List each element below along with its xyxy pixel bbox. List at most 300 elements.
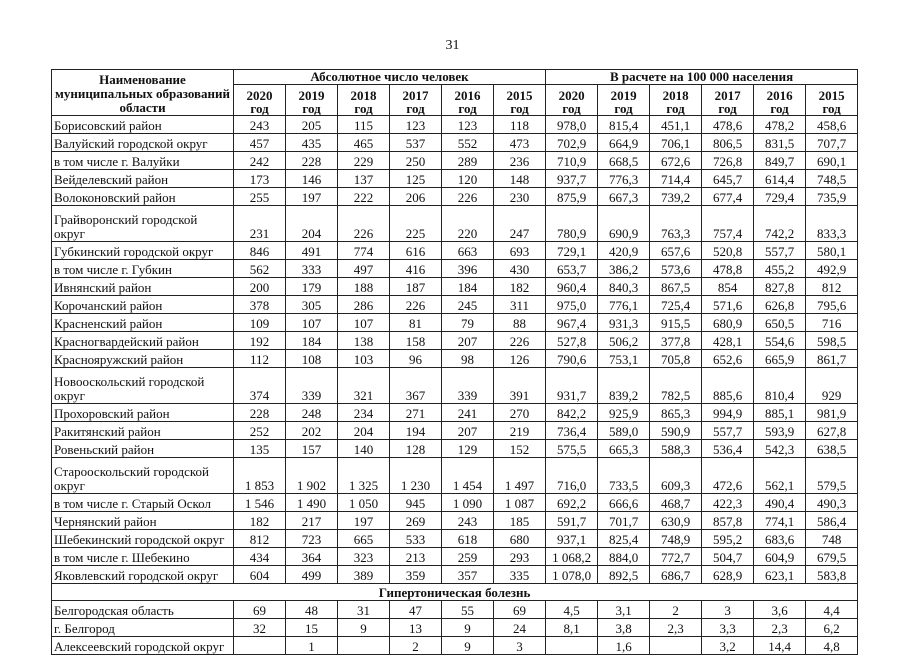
year-suffix: год [562,101,581,116]
rate-value-cell: 557,7 [702,422,754,440]
absolute-value-cell: 135 [234,440,286,458]
absolute-value-cell: 213 [390,548,442,566]
rate-value-cell: 1 068,2 [546,548,598,566]
absolute-value-cell: 226 [338,206,390,242]
rate-value-cell: 865,3 [650,404,702,422]
absolute-value-cell: 184 [286,332,338,350]
rate-value-cell [650,637,702,655]
absolute-value-cell: 259 [442,548,494,566]
absolute-value-cell: 79 [442,314,494,332]
rate-value-cell: 975,0 [546,296,598,314]
absolute-value-cell: 88 [494,314,546,332]
rate-value-cell: 668,5 [598,152,650,170]
rate-group-header: В расчете на 100 000 населения [546,70,858,85]
rate-value-cell: 925,9 [598,404,650,422]
municipality-name: Валуйский городской округ [52,134,234,152]
statistics-table [51,69,858,655]
rate-value-cell: 626,8 [754,296,806,314]
abs-year-header [234,85,286,116]
abs-year-header [338,85,390,116]
rate-value-cell: 579,5 [806,458,858,494]
rate-value-cell: 422,3 [702,494,754,512]
rate-value-cell: 729,4 [754,188,806,206]
rate-value-cell: 748,5 [806,170,858,188]
absolute-value-cell: 222 [338,188,390,206]
absolute-value-cell: 204 [338,422,390,440]
rate-value-cell: 451,1 [650,116,702,134]
rate-value-cell: 571,6 [702,296,754,314]
rate-value-cell: 595,2 [702,530,754,548]
rate-value-cell: 677,4 [702,188,754,206]
table-row [52,152,858,170]
absolute-value-cell: 339 [442,368,494,404]
rate-value-cell: 739,2 [650,188,702,206]
absolute-value-cell: 374 [234,368,286,404]
year-label: 2017 [402,88,429,103]
absolute-value-cell: 148 [494,170,546,188]
rate-value-cell: 4,5 [546,601,598,619]
absolute-value-cell: 32 [234,619,286,637]
absolute-value-cell: 98 [442,350,494,368]
rate-value-cell: 580,1 [806,242,858,260]
rate-value-cell: 978,0 [546,116,598,134]
table-row [52,440,858,458]
rate-value-cell: 455,2 [754,260,806,278]
absolute-value-cell [234,637,286,655]
rate-value-cell: 967,4 [546,314,598,332]
rate-value-cell: 614,4 [754,170,806,188]
absolute-value-cell: 616 [390,242,442,260]
rate-value-cell: 554,6 [754,332,806,350]
rate-value-cell: 562,1 [754,458,806,494]
rate-value-cell: 8,1 [546,619,598,637]
rate-value-cell: 630,9 [650,512,702,530]
absolute-value-cell: 430 [494,260,546,278]
absolute-value-cell: 323 [338,548,390,566]
absolute-value-cell: 305 [286,296,338,314]
absolute-value-cell: 9 [442,619,494,637]
absolute-value-cell: 187 [390,278,442,296]
absolute-value-cell: 245 [442,296,494,314]
rate-value-cell: 14,4 [754,637,806,655]
municipality-name: Губкинский городской округ [52,242,234,260]
absolute-value-cell: 1 546 [234,494,286,512]
absolute-value-cell: 367 [390,368,442,404]
absolute-value-cell: 618 [442,530,494,548]
absolute-value-cell: 255 [234,188,286,206]
year-label: 2020 [558,88,585,103]
rate-value-cell: 589,0 [598,422,650,440]
table-row [52,422,858,440]
rate-value-cell: 815,4 [598,116,650,134]
rate-value-cell: 725,4 [650,296,702,314]
table-row [52,637,858,655]
absolute-value-cell: 230 [494,188,546,206]
absolute-value-cell: 491 [286,242,338,260]
table-row [52,548,858,566]
rate-value-cell: 627,8 [806,422,858,440]
absolute-value-cell: 2 [390,637,442,655]
absolute-value-cell: 241 [442,404,494,422]
table-row [52,368,858,404]
absolute-value-cell: 335 [494,566,546,584]
rate-value-cell: 478,2 [754,116,806,134]
year-label: 2020 [246,88,273,103]
rate-year-header [598,85,650,116]
rate-value-cell: 593,9 [754,422,806,440]
absolute-value-cell: 1 853 [234,458,286,494]
absolute-value-cell: 473 [494,134,546,152]
rate-value-cell: 806,5 [702,134,754,152]
rate-value-cell: 714,4 [650,170,702,188]
absolute-value-cell: 270 [494,404,546,422]
name-column-header: Наименование муниципальных образований области [52,70,234,116]
rate-year-header [650,85,702,116]
rate-value-cell: 609,3 [650,458,702,494]
absolute-value-cell: 1 490 [286,494,338,512]
table-row [52,206,858,242]
absolute-value-cell: 226 [390,296,442,314]
rate-value-cell: 3,6 [754,601,806,619]
municipality-name: Белгородская область [52,601,234,619]
rate-value-cell: 701,7 [598,512,650,530]
absolute-value-cell: 69 [494,601,546,619]
year-label: 2018 [662,88,689,103]
absolute-value-cell: 234 [338,404,390,422]
absolute-value-cell: 202 [286,422,338,440]
absolute-value-cell: 663 [442,242,494,260]
municipality-name: Старооскольский городской округ [52,458,234,494]
absolute-value-cell: 665 [338,530,390,548]
rate-value-cell: 527,8 [546,332,598,350]
table-row [52,404,858,422]
absolute-value-cell: 217 [286,512,338,530]
rate-value-cell: 810,4 [754,368,806,404]
absolute-value-cell: 271 [390,404,442,422]
rate-value-cell: 2,3 [650,619,702,637]
absolute-value-cell: 250 [390,152,442,170]
absolute-value-cell: 357 [442,566,494,584]
absolute-value-cell: 228 [286,152,338,170]
year-suffix: год [406,101,425,116]
absolute-value-cell: 1 454 [442,458,494,494]
absolute-value-cell: 81 [390,314,442,332]
rate-value-cell: 667,3 [598,188,650,206]
municipality-name: Алексеевский городской округ [52,637,234,655]
absolute-value-cell: 182 [234,512,286,530]
absolute-value-cell: 1 090 [442,494,494,512]
rate-value-cell: 842,2 [546,404,598,422]
rate-value-cell: 604,9 [754,548,806,566]
absolute-value-cell: 197 [338,512,390,530]
rate-value-cell: 588,3 [650,440,702,458]
year-suffix: год [770,101,789,116]
absolute-value-cell: 188 [338,278,390,296]
rate-year-header [546,85,598,116]
municipality-name: Яковлевский городской округ [52,566,234,584]
rate-value-cell: 679,5 [806,548,858,566]
absolute-value-cell: 225 [390,206,442,242]
absolute-value-cell: 207 [442,332,494,350]
absolute-value-cell: 118 [494,116,546,134]
absolute-value-cell: 497 [338,260,390,278]
table-row [52,512,858,530]
absolute-value-cell: 339 [286,368,338,404]
absolute-value-cell: 200 [234,278,286,296]
table-row [52,260,858,278]
rate-value-cell: 3,8 [598,619,650,637]
year-label: 2019 [610,88,637,103]
rate-value-cell: 716,0 [546,458,598,494]
rate-value-cell: 536,4 [702,440,754,458]
municipality-name: Ракитянский район [52,422,234,440]
year-suffix: год [354,101,373,116]
rate-value-cell: 748 [806,530,858,548]
absolute-value-cell: 311 [494,296,546,314]
abs-year-header [286,85,338,116]
rate-value-cell: 665,9 [754,350,806,368]
rate-year-header [806,85,858,116]
absolute-value-cell: 13 [390,619,442,637]
municipality-name: Прохоровский район [52,404,234,422]
rate-value-cell: 478,8 [702,260,754,278]
municipality-name: в том числе г. Валуйки [52,152,234,170]
table-row [52,278,858,296]
absolute-value-cell: 206 [390,188,442,206]
absolute-value-cell: 69 [234,601,286,619]
rate-value-cell: 1,6 [598,637,650,655]
absolute-value-cell: 204 [286,206,338,242]
rate-value-cell: 707,7 [806,134,858,152]
rate-value-cell: 790,6 [546,350,598,368]
rate-value-cell: 490,3 [806,494,858,512]
rate-value-cell: 733,5 [598,458,650,494]
rate-value-cell: 665,3 [598,440,650,458]
rate-value-cell: 875,9 [546,188,598,206]
rate-value-cell: 583,8 [806,566,858,584]
rate-value-cell: 742,2 [754,206,806,242]
absolute-value-cell: 286 [338,296,390,314]
absolute-value-cell: 115 [338,116,390,134]
absolute-value-cell: 562 [234,260,286,278]
rate-value-cell: 782,5 [650,368,702,404]
rate-value-cell: 840,3 [598,278,650,296]
section-row [52,584,858,601]
rate-value-cell: 492,9 [806,260,858,278]
rate-value-cell: 573,6 [650,260,702,278]
absolute-value-cell: 247 [494,206,546,242]
municipality-name: Новооскольский городской округ [52,368,234,404]
absolute-value-cell: 236 [494,152,546,170]
municipality-name: в том числе г. Старый Оскол [52,494,234,512]
rate-value-cell: 586,4 [806,512,858,530]
rate-value-cell: 937,1 [546,530,598,548]
table-header [52,70,858,116]
absolute-value-cell: 192 [234,332,286,350]
absolute-value-cell: 252 [234,422,286,440]
abs-year-header [494,85,546,116]
absolute-value-cell: 533 [390,530,442,548]
absolute-value-cell: 321 [338,368,390,404]
rate-value-cell: 6,2 [806,619,858,637]
year-suffix: год [510,101,529,116]
table-row [52,116,858,134]
rate-value-cell: 683,6 [754,530,806,548]
rate-value-cell: 776,1 [598,296,650,314]
year-suffix: год [250,101,269,116]
rate-value-cell: 1 078,0 [546,566,598,584]
rate-value-cell: 812 [806,278,858,296]
rate-value-cell: 575,5 [546,440,598,458]
rate-value-cell: 672,6 [650,152,702,170]
table-row [52,619,858,637]
table-row [52,332,858,350]
rate-value-cell: 931,7 [546,368,598,404]
rate-value-cell: 542,3 [754,440,806,458]
municipality-name: Вейделевский район [52,170,234,188]
absolute-value-cell: 243 [234,116,286,134]
absolute-value-cell: 242 [234,152,286,170]
absolute-value-cell: 846 [234,242,286,260]
absolute-value-cell: 108 [286,350,338,368]
absolute-value-cell: 205 [286,116,338,134]
rate-value-cell: 472,6 [702,458,754,494]
absolute-value-cell: 364 [286,548,338,566]
rate-value-cell: 690,1 [806,152,858,170]
table-row [52,242,858,260]
absolute-value-cell: 359 [390,566,442,584]
year-label: 2015 [818,88,845,103]
rate-value-cell: 994,9 [702,404,754,422]
municipality-name: Борисовский район [52,116,234,134]
rate-value-cell: 710,9 [546,152,598,170]
rate-value-cell: 590,9 [650,422,702,440]
absolute-value-cell: 137 [338,170,390,188]
rate-value-cell: 854 [702,278,754,296]
absolute-value-cell: 48 [286,601,338,619]
table-row [52,314,858,332]
rate-value-cell: 937,7 [546,170,598,188]
absolute-value-cell: 1 497 [494,458,546,494]
year-label: 2017 [714,88,741,103]
rate-value-cell: 2 [650,601,702,619]
municipality-name: Ровеньский район [52,440,234,458]
absolute-value-cell: 723 [286,530,338,548]
rate-value-cell: 776,3 [598,170,650,188]
rate-value-cell: 931,3 [598,314,650,332]
absolute-value-cell: 194 [390,422,442,440]
rate-value-cell: 825,4 [598,530,650,548]
rate-value-cell: 666,6 [598,494,650,512]
rate-value-cell: 763,3 [650,206,702,242]
absolute-value-cell: 293 [494,548,546,566]
municipality-name: Волоконовский район [52,188,234,206]
rate-value-cell: 735,9 [806,188,858,206]
rate-value-cell: 892,5 [598,566,650,584]
rate-value-cell: 716 [806,314,858,332]
absolute-value-cell: 146 [286,170,338,188]
rate-value-cell: 2,3 [754,619,806,637]
abs-year-header [442,85,494,116]
absolute-value-cell: 140 [338,440,390,458]
municipality-name: г. Белгород [52,619,234,637]
rate-value-cell: 557,7 [754,242,806,260]
absolute-value-cell: 333 [286,260,338,278]
rate-value-cell: 748,9 [650,530,702,548]
table-row [52,188,858,206]
year-label: 2016 [766,88,793,103]
absolute-value-cell: 128 [390,440,442,458]
year-suffix: год [718,101,737,116]
absolute-value-cell: 152 [494,440,546,458]
rate-value-cell: 686,7 [650,566,702,584]
absolute-value-cell: 185 [494,512,546,530]
absolute-value-cell: 123 [442,116,494,134]
absolute-value-cell: 378 [234,296,286,314]
rate-value-cell: 506,2 [598,332,650,350]
absolute-value-cell: 229 [338,152,390,170]
rate-year-header [754,85,806,116]
municipality-name: Краснояружский район [52,350,234,368]
absolute-value-cell: 1 325 [338,458,390,494]
absolute-value-cell: 389 [338,566,390,584]
page-number: 31 [445,38,460,53]
absolute-value-cell: 693 [494,242,546,260]
rate-value-cell: 420,9 [598,242,650,260]
absolute-value-cell: 107 [286,314,338,332]
absolute-value-cell: 24 [494,619,546,637]
absolute-value-cell: 138 [338,332,390,350]
table-row [52,170,858,188]
rate-value-cell: 680,9 [702,314,754,332]
absolute-value-cell: 158 [390,332,442,350]
rate-value-cell: 705,8 [650,350,702,368]
rate-value-cell: 929 [806,368,858,404]
absolute-value-cell: 107 [338,314,390,332]
rate-value-cell: 839,2 [598,368,650,404]
rate-value-cell: 623,1 [754,566,806,584]
rate-value-cell: 650,5 [754,314,806,332]
table-row [52,494,858,512]
absolute-value-cell: 774 [338,242,390,260]
year-label: 2015 [506,88,533,103]
absolute-value-cell: 228 [234,404,286,422]
rate-value-cell: 861,7 [806,350,858,368]
absolute-value-cell: 435 [286,134,338,152]
absolute-value-cell: 179 [286,278,338,296]
table-row [52,458,858,494]
rate-value-cell: 638,5 [806,440,858,458]
rate-value-cell: 706,1 [650,134,702,152]
absolute-value-cell: 1 [286,637,338,655]
rate-value-cell [546,637,598,655]
rate-value-cell: 960,4 [546,278,598,296]
absolute-group-header: Абсолютное число человек [234,70,546,85]
absolute-value-cell: 55 [442,601,494,619]
rate-value-cell: 504,7 [702,548,754,566]
rate-value-cell: 857,8 [702,512,754,530]
rate-value-cell: 780,9 [546,206,598,242]
rate-value-cell: 3,1 [598,601,650,619]
year-suffix: год [666,101,685,116]
rate-value-cell: 653,7 [546,260,598,278]
rate-value-cell: 774,1 [754,512,806,530]
rate-value-cell: 736,4 [546,422,598,440]
absolute-value-cell: 184 [442,278,494,296]
absolute-value-cell: 537 [390,134,442,152]
year-label: 2016 [454,88,481,103]
rate-value-cell: 831,5 [754,134,806,152]
